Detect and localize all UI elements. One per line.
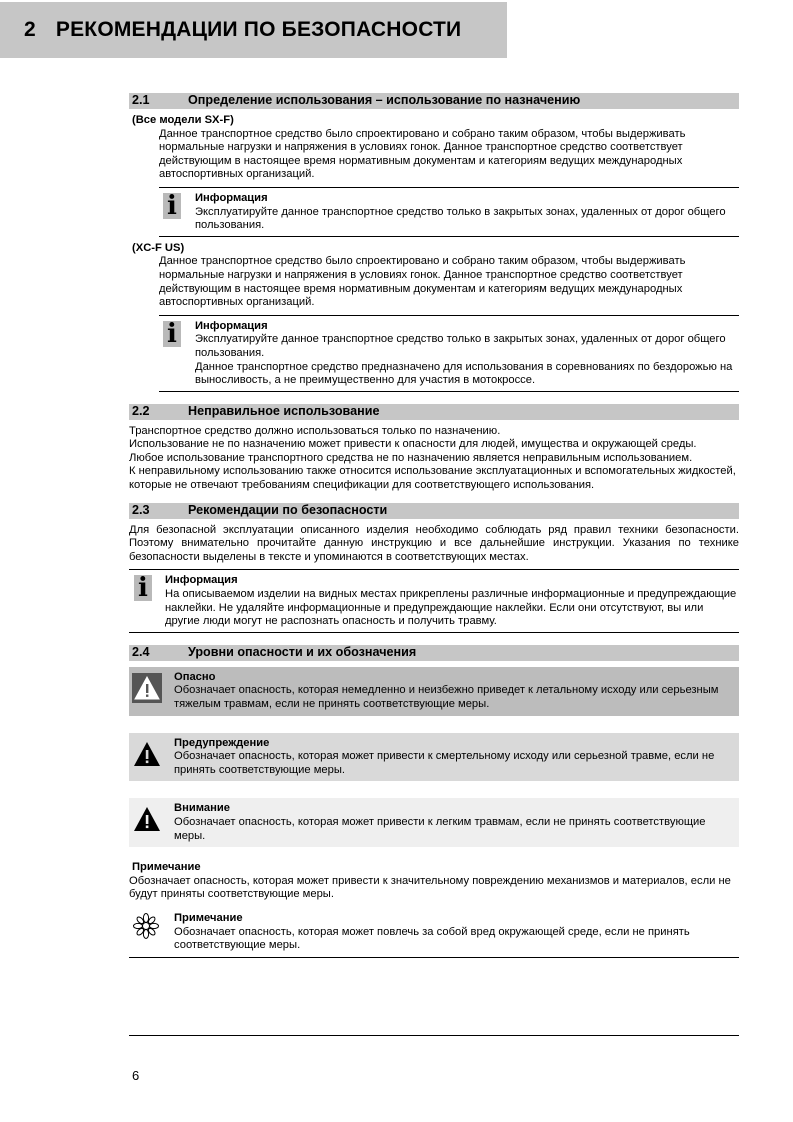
model-block-sx-f <box>159 128 739 237</box>
section-number: 2.4 <box>132 645 150 660</box>
danger-level <box>129 667 739 716</box>
environment-flower-icon <box>129 912 174 953</box>
info-icon: i <box>163 321 181 347</box>
misuse-paragraph: Любое использование транспортного средства не по назначению является неправильным использованием. <box>129 451 693 464</box>
note-text: Обозначает опасность, которая может привести к значительному повреждению механизмов и материалов, если не будут приняты соответствующие меры. <box>129 874 731 901</box>
caution-text: Обозначает опасность, которая может привести к легким травмам, если не принять соответствующие меры. <box>174 815 706 842</box>
section-title: Неправильное использование <box>188 403 380 418</box>
danger-text: Обозначает опасность, которая немедленно и неизбежно приведет к летальному исходу или серьезным тяжелым травмам, если не принять соответствующие меры. <box>174 684 719 710</box>
info-box <box>159 187 739 237</box>
environment-note <box>129 912 739 958</box>
caution-title: Внимание <box>174 802 230 815</box>
info-icon: i <box>134 575 152 601</box>
caution-level <box>129 798 739 847</box>
usage-paragraph: Данное транспортное средство было спроектировано и собрано таким образом, чтобы выдерживать нормальные нагрузки и напряжения в условиях гонок. Данное транспортное средство соответствует действующим в настоящее время нормативным документам и категориям ведущих международных автоспортивных организаций. <box>159 255 686 309</box>
section-heading-2-3 <box>129 503 739 519</box>
warning-text: Обозначает опасность, которая может привести к смертельному исходу или серьезной травме, если не принять соответствующие меры. <box>174 750 715 776</box>
info-icon: i <box>163 193 181 219</box>
section-number: 2.2 <box>132 403 150 418</box>
warning-title: Предупреждение <box>174 736 270 749</box>
section-number: 2.1 <box>132 93 150 108</box>
footer-divider <box>129 1035 739 1036</box>
caution-triangle-icon <box>132 804 162 834</box>
environment-text: Обозначает опасность, которая может повлечь за собой вред окружающей среде, если не принять соответствующие меры. <box>174 925 690 952</box>
chapter-header <box>0 2 507 58</box>
model-label-xc-f-us: (XC-F US) <box>132 241 185 254</box>
section-heading-2-4 <box>129 645 739 661</box>
environment-title: Примечание <box>174 911 243 924</box>
misuse-text <box>129 425 739 493</box>
danger-triangle-icon <box>132 673 162 703</box>
info-text: На описываемом изделии на видных местах прикреплены различные информационные и предупреждающие наклейки. Не удаляйте информационные и предупреждающие наклейки. Если они отсутствуют, вы или другие люди могут не распознать опасность и получить травму. <box>165 588 737 628</box>
info-text: Эксплуатируйте данное транспортное средство только в закрытых зонах, удаленных от дорог общего пользования. <box>195 205 726 232</box>
page-content <box>129 93 739 958</box>
usage-paragraph: Данное транспортное средство было спроектировано и собрано таким образом, чтобы выдерживать нормальные нагрузки и напряжения в условиях гонок. Данное транспортное средство соответствует действующим в настоящее время нормативным документам и категориям ведущих международных автоспортивных организаций. <box>159 127 686 181</box>
info-title: Информация <box>165 574 238 587</box>
section-number: 2.3 <box>132 502 150 517</box>
model-block-xc-f-us <box>159 255 739 391</box>
section-title: Рекомендации по безопасности <box>188 502 388 517</box>
section-heading-2-2 <box>129 404 739 420</box>
misuse-paragraph: Использование не по назначению может привести к опасности для людей, имущества и окружающей среды. <box>129 438 697 451</box>
misuse-paragraph: К неправильному использованию также относится использование эксплуатационных и вспомогательных жидкостей, которые не отвечают требованиям спецификации для соответствующего использования. <box>129 465 736 492</box>
note-title: Примечание <box>132 861 201 874</box>
section-title: Уровни опасности и их обозначения <box>188 645 417 660</box>
info-box <box>129 569 739 632</box>
warning-triangle-icon <box>132 739 162 769</box>
info-text: Эксплуатируйте данное транспортное средство только в закрытых зонах, удаленных от дорог общего пользования. <box>195 333 726 359</box>
info-text-extra: Данное транспортное средство предназначено для использования в соревнованиях по бездорожью на выносливость, а не преимущественно для участия в мотокроссе. <box>195 360 733 387</box>
section-title: Определение использования – использование по назначению <box>188 93 581 108</box>
section-heading-2-1 <box>129 93 739 109</box>
model-label-sx-f: (Все модели SX-F) <box>132 114 234 126</box>
chapter-title: РЕКОМЕНДАЦИИ ПО БЕЗОПАСНОСТИ <box>55 18 462 41</box>
info-box <box>159 315 739 392</box>
warning-level <box>129 733 739 782</box>
safety-paragraph: Для безопасной эксплуатации описанного изделия необходимо соблюдать ряд правил техники безопасности. Поэтому внимательно прочитайте данную инструкцию и все дальнейшие инструкции. Указания по технике безопасности выделены в тексте и упоминаются в соответствующих местах. <box>129 523 739 563</box>
info-title: Информация <box>195 319 268 332</box>
page-number: 6 <box>132 1068 140 1083</box>
info-title: Информация <box>195 191 268 204</box>
chapter-number: 2 <box>24 18 36 41</box>
misuse-paragraph: Транспортное средство должно использоваться только по назначению. <box>129 424 501 437</box>
danger-title: Опасно <box>174 670 216 683</box>
